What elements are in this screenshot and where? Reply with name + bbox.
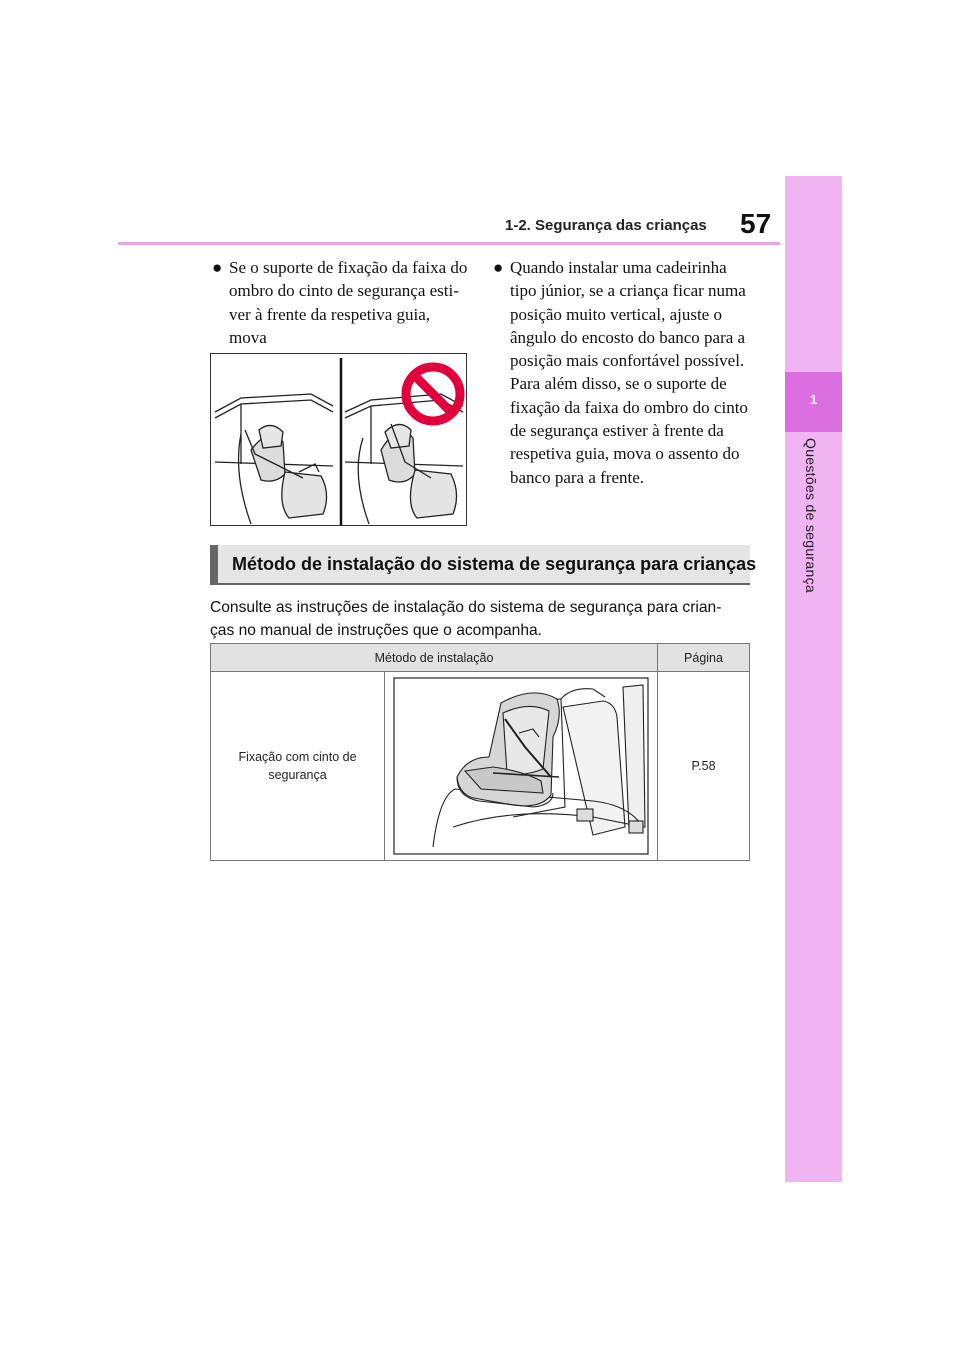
child-seat-illustration [393,677,649,855]
text-line: tipo júnior, se a criança ficar numa [510,281,746,301]
text-line: Se o suporte de fixação da faixa do [229,258,468,277]
bullet-icon: ● [212,258,223,277]
seat-comparison-illustration [210,353,467,526]
section-title-bar [210,545,757,585]
running-header: 1-2. Segurança das crianças [505,217,707,234]
section-title: Método de instalação do sistema de segurança para crianças [232,554,757,574]
installation-method-table [210,643,750,861]
header-rule [118,242,780,245]
text-line: Consulte as instruções de instalação do sistema de segurança para crian- [210,599,722,616]
table-row [211,672,750,861]
prohibition-icon [406,367,460,421]
text-line: ângulo do encosto do banco para a [510,327,746,347]
text-line: Quando instalar uma cadeirinha [510,258,727,277]
header-method: Método de instalação [211,644,658,672]
method-illustration-cell [385,672,658,861]
chapter-label: Questões de segurança [803,438,819,593]
intro-text [210,596,755,642]
text-line: de segurança estiver à frente da [510,421,724,441]
method-line: Fixação com cinto de [238,750,357,764]
side-tab [785,176,842,1182]
chapter-number: 1 [809,392,818,407]
text-line: fixação da faixa do ombro do cinto [510,397,748,417]
header-page: Página [658,644,750,672]
page-cell: P.58 [658,672,750,861]
text-line: Para além disso, se o suporte de [510,374,727,394]
seat-comparison-drawing [211,354,466,525]
text-line: ver à frente da respetiva guia, mova [229,304,431,347]
text-line: banco para a frente. [510,467,645,487]
text-line: respetiva guia, mova o assento do [510,444,740,464]
text-line: ombro do cinto de segurança esti- [229,281,459,301]
text-line: ças no manual de instruções que o acompanha. [210,622,543,639]
method-cell [211,672,385,861]
paragraph-right [493,256,750,489]
text-line: posição muito vertical, ajuste o [510,304,722,324]
table-header-row [211,644,750,672]
method-line: segurança [268,768,327,782]
text-line: posição mais confortável possível. [510,351,745,371]
bullet-icon: ● [493,258,504,277]
page-number: 57 [740,208,772,239]
